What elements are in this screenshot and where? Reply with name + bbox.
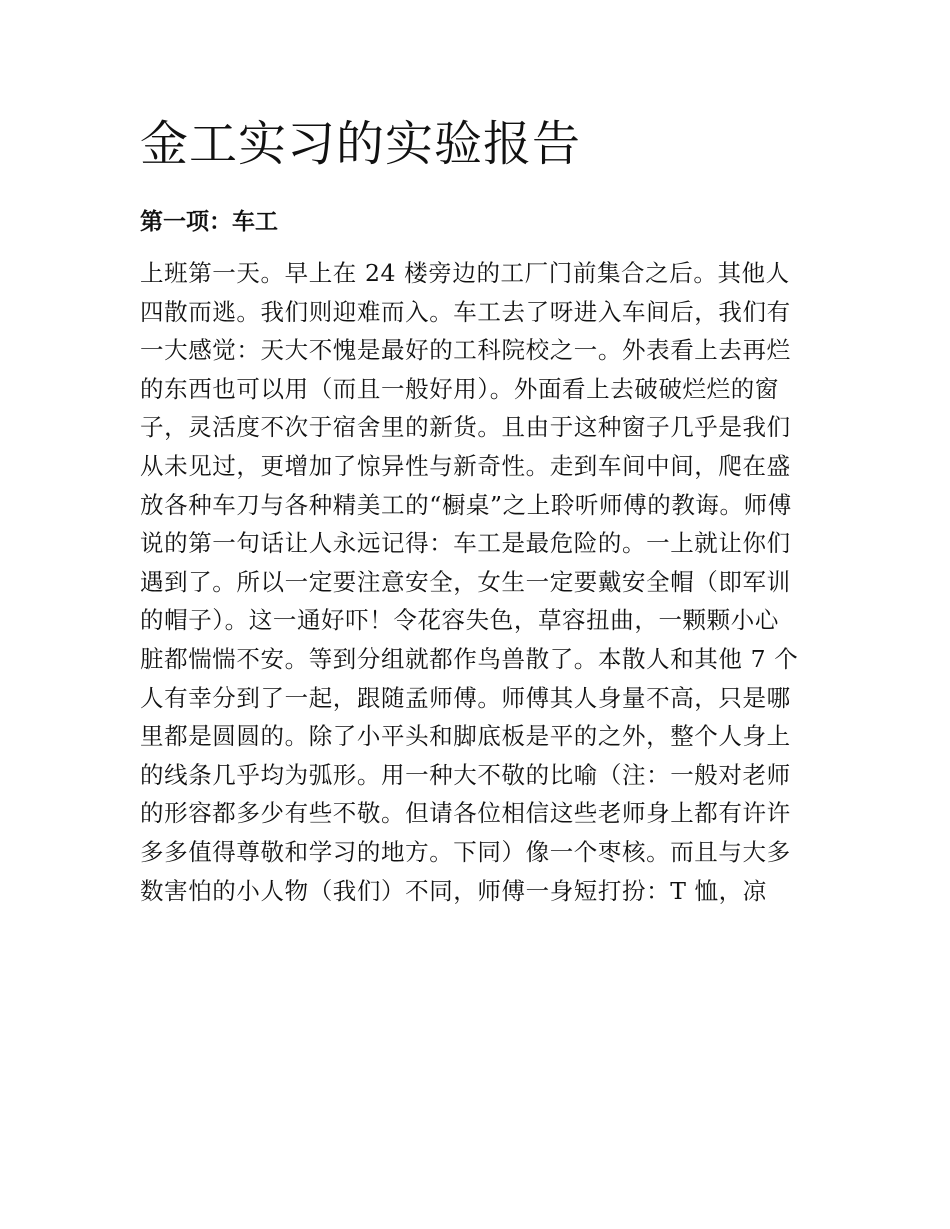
body-line: 遇到了。所以一定要注意安全，女生一定要戴安全帽（即军训 <box>140 567 791 596</box>
body-line: 里都是圆圆的。除了小平头和脚底板是平的之外，整个人身上 <box>140 722 791 751</box>
body-line: 脏都惴惴不安。等到分组就都作鸟兽散了。本散人和其他 7 个 <box>140 644 799 673</box>
body-line: 说的第一句话让人永远记得：车工是最危险的。一上就让你们 <box>140 529 791 558</box>
body-line: 一大感觉：天大不愧是最好的工科院校之一。外表看上去再烂 <box>140 336 791 365</box>
body-line: 人有幸分到了一起，跟随孟师傅。师傅其人身量不高，只是哪 <box>140 683 791 712</box>
body-line: 子，灵活度不次于宿舍里的新货。且由于这种窗子几乎是我们 <box>140 413 791 442</box>
body-line: 放各种车刀与各种精美工的“橱桌”之上聆听师傅的教诲。师傅 <box>140 490 792 519</box>
body-line: 的东西也可以用（而且一般好用）。外面看上去破破烂烂的窗 <box>140 374 779 403</box>
body-paragraph <box>140 254 820 910</box>
body-line: 从未见过，更增加了惊异性与新奇性。走到车间中间，爬在盛 <box>140 451 791 480</box>
body-line: 四散而逃。我们则迎难而入。车工去了呀进入车间后，我们有 <box>140 297 791 326</box>
body-line: 多多值得尊敬和学习的地方。下同）像一个枣核。而且与大多 <box>140 837 791 866</box>
body-line: 的线条几乎均为弧形。用一种大不敬的比喻（注：一般对老师 <box>140 760 791 789</box>
body-line: 上班第一天。早上在 24 楼旁边的工厂门前集合之后。其他人 <box>140 259 790 287</box>
body-line: 的形容都多少有些不敬。但请各位相信这些老师身上都有许许 <box>140 799 791 828</box>
document-title: 金工实习的实验报告 <box>140 116 582 172</box>
body-line: 数害怕的小人物（我们）不同，师傅一身短打扮：T 恤，凉 <box>140 876 767 905</box>
body-line: 的帽子）。这一通好吓！令花容失色，草容扭曲，一颗颗小心 <box>140 606 779 635</box>
section-heading: 第一项：车工 <box>140 208 278 235</box>
